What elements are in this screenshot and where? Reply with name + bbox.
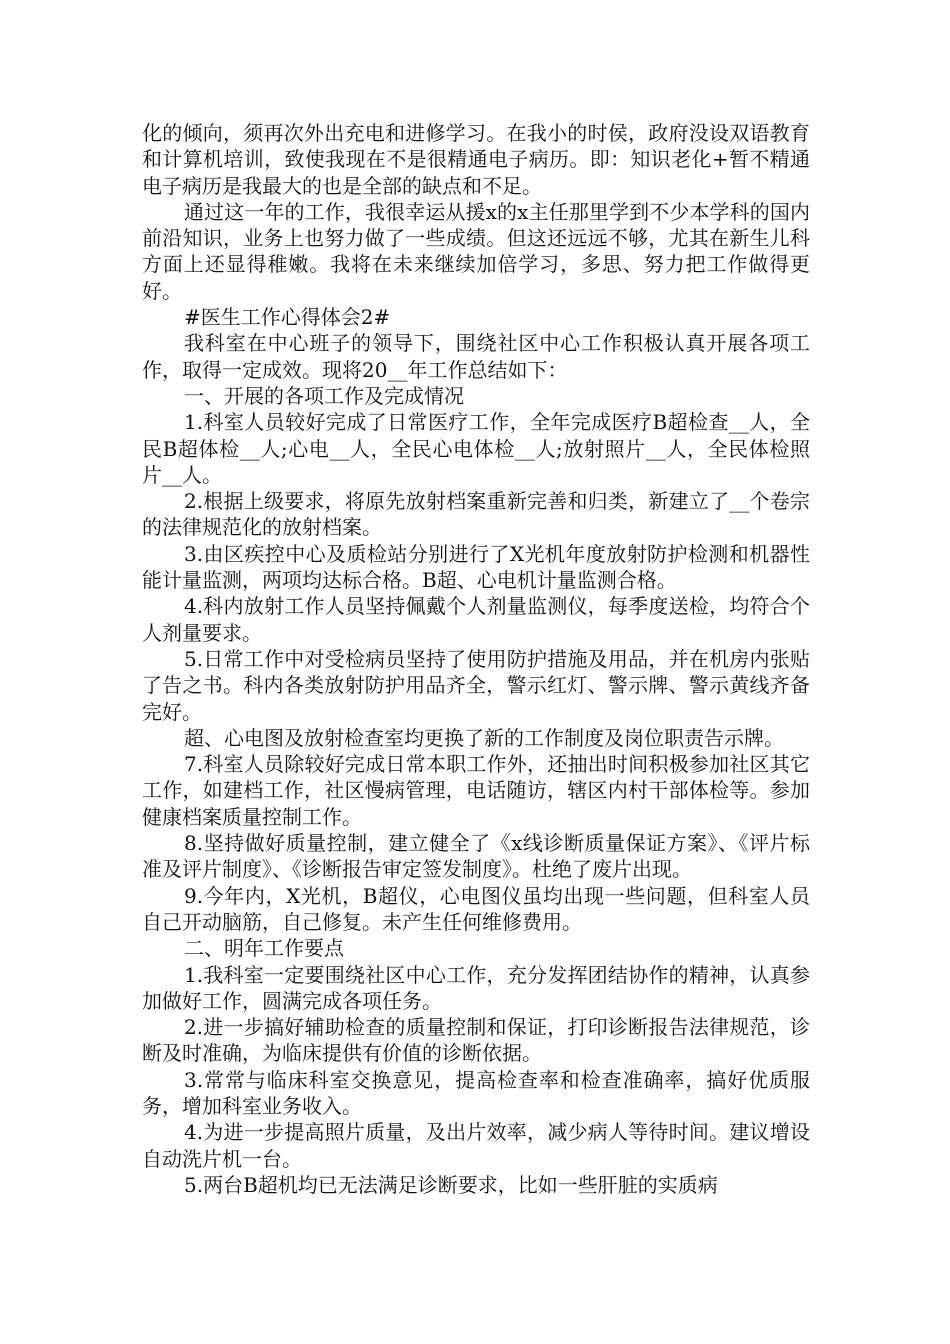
list-item-8: 8.坚持做好质量控制，建立健全了《x线诊断质量保证方案》、《评片标准及评片制度》、《诊断报告审定签发制度》。杜绝了废片出现。 [142,831,810,882]
list-item-9: 9.今年内，X光机，B超仪，心电图仪虽均出现一些问题，但科室人员自己开动脑筋，自己修复。未产生任何维修费用。 [142,883,810,934]
list-item-6: 超、心电图及放射检查室均更换了新的工作制度及岗位职责告示牌。 [184,725,784,750]
plan-item-2: 2.进一步搞好辅助检查的质量控制和保证，打印诊断报告法律规范，诊断及时准确，为临床提供有价值的诊断依据。 [142,1015,810,1066]
list-item-4: 4.科内放射工作人员坚持佩戴个人剂量监测仪，每季度送检，均符合个人剂量要求。 [142,594,810,645]
list-item-2: 2.根据上级要求，将原先放射档案重新完善和归类，新建立了__个卷宗的法律规范化的放射档案。 [142,489,810,540]
document-page [142,120,810,1198]
list-item-7: 7.科室人员除较好完成日常本职工作外，还抽出时间积极参加社区其它工作，如建档工作，社区慢病管理，电话随访，辖区内村干部体检等。参加健康档案质量控制工作。 [142,752,810,829]
section-heading-experience-2: #医生工作心得体会2# [184,305,391,330]
list-item-5: 5.日常工作中对受检病员坚持了使用防护措施及用品，并在机房内张贴了告之书。科内各类放射防护用品齐全，警示红灯、警示牌、警示黄线齐备完好。 [142,646,810,724]
section-heading-2: 二、明年工作要点 [184,936,344,961]
paragraph-intro: 我科室在中心班子的领导下，围绕社区中心工作积极认真开展各项工作，取得一定成效。现将20__年工作总结如下： [142,331,810,382]
list-item-3: 3.由区疾控中心及质检站分别进行了X光机年度放射防护检测和机器性能计量监测，两项均达标合格。B超、心电机计量监测合格。 [142,541,810,593]
plan-item-3: 3.常常与临床科室交换意见，提高检查率和检查准确率，搞好优质服务，增加科室业务收入。 [142,1067,810,1118]
list-item-1: 1.科室人员较好完成了日常医疗工作，全年完成医疗B超检查__人，全民B超体检__人;心电__人，全民心电体检__人;放射照片__人，全民体检照片__人。 [142,410,810,487]
section-heading-1: 一、开展的各项工作及完成情况 [184,383,464,408]
paragraph-experience: 通过这一年的工作，我很幸运从援x的x主任那里学到不少本学科的国内前沿知识，业务上也努力做了一些成绩。但这还远远不够，尤其在新生儿科方面上还显得稚嫩。我将在未来继续加倍学习，多思、努力把工作做得更好。 [142,199,810,303]
plan-item-1: 1.我科室一定要围绕社区中心工作，充分发挥团结协作的精神，认真参加做好工作，圆满完成各项任务。 [142,962,810,1013]
plan-item-4: 4.为进一步提高照片质量，及出片效率，减少病人等待时间。建议增设自动洗片机一台。 [142,1120,810,1171]
plan-item-5: 5.两台B超机均已无法满足诊断要求，比如一些肝脏的实质病 [184,1172,718,1197]
paragraph-continuation: 化的倾向，须再次外出充电和进修学习。在我小的时侯，政府没设双语教育和计算机培训，致使我现在不是很精通电子病历。即：知识老化+暂不精通电子病历是我最大的也是全部的缺点和不足。 [142,121,810,198]
